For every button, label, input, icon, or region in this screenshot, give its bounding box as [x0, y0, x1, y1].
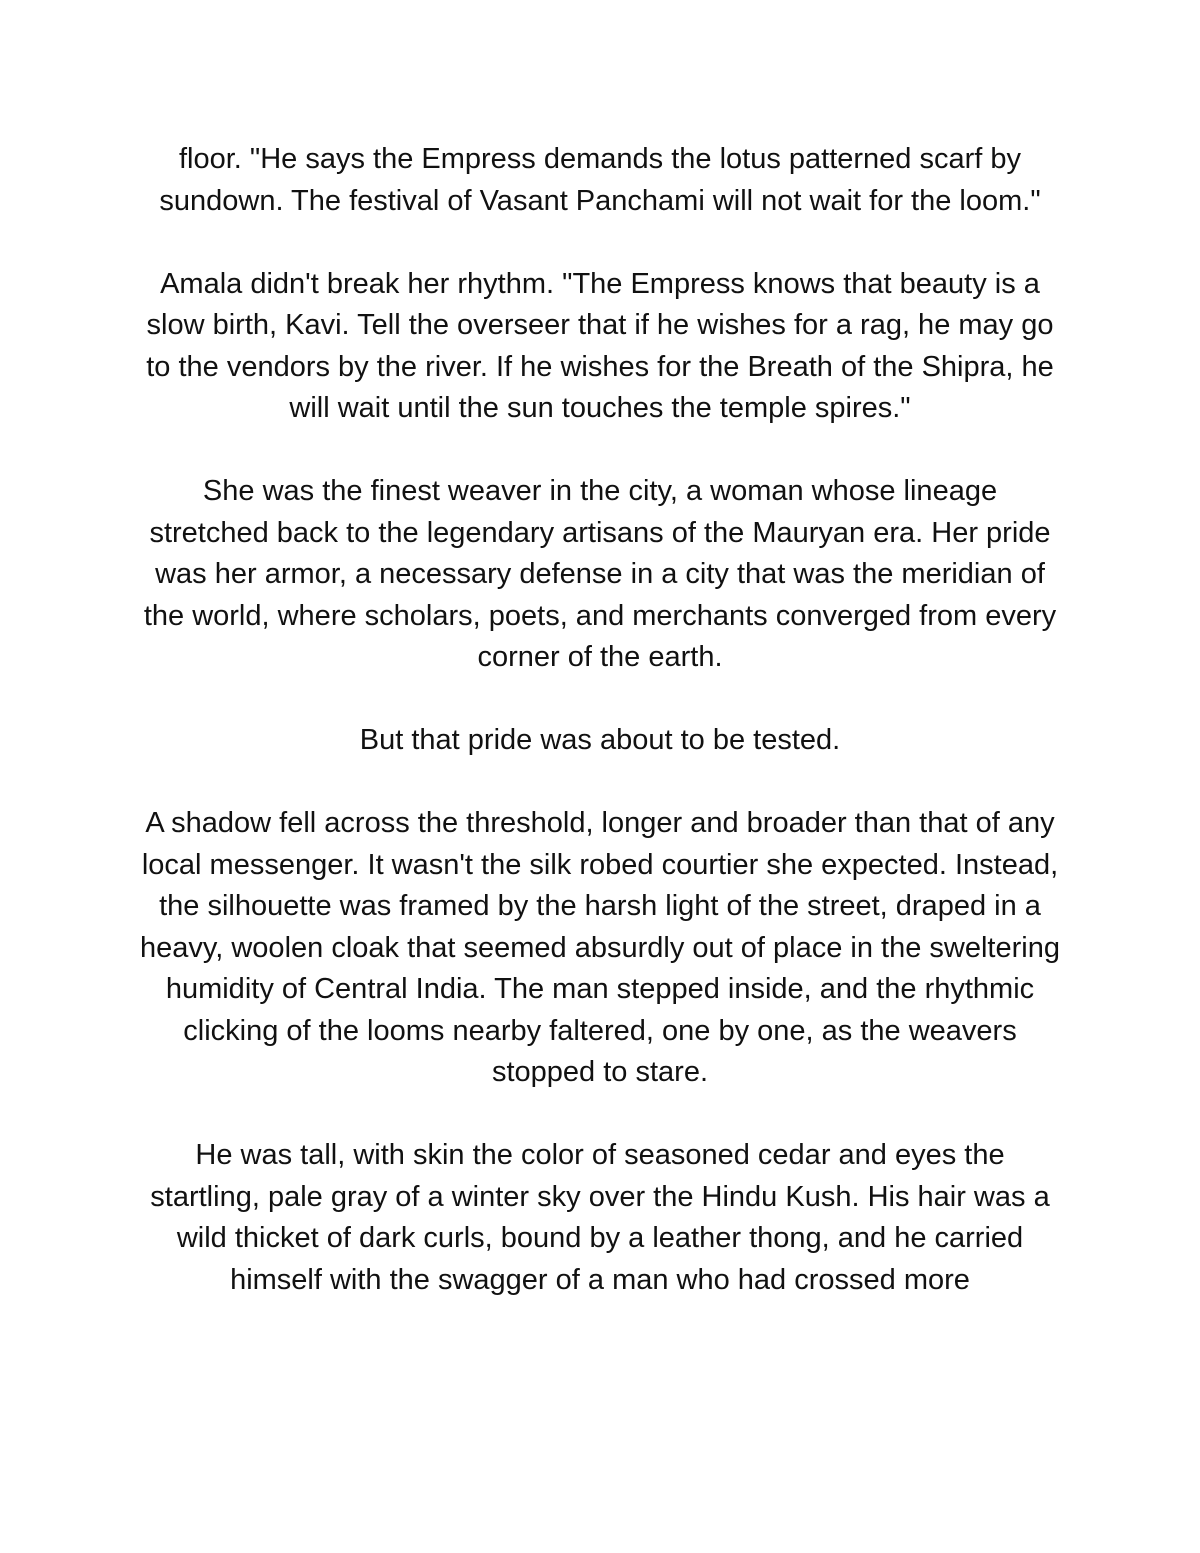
paragraph-1: floor. "He says the Empress demands the lotus patterned scarf by sundown. The festival of Vasant Panchami will not wait for the loom." — [159, 143, 1041, 217]
paragraph-2: Amala didn't break her rhythm. "The Empress knows that beauty is a slow birth, Kavi. Tell the overseer that if he wishes for a rag, he may go to the vendors by the river. If he wishes for the Breath of the Shipra, he will wait until the sun touches the temple spires." — [146, 267, 1054, 424]
story-text — [140, 139, 1060, 1301]
paragraph-3: She was the finest weaver in the city, a woman whose lineage stretched back to the legendary artisans of the Mauryan era. Her pride was her armor, a necessary defense in a city that was the meridian of the world, where scholars, poets, and merchants converged from every corner of the earth. — [143, 475, 1057, 673]
paragraph-5: A shadow fell across the threshold, longer and broader than that of any local messenger. It wasn't the silk robed courtier she expected. Instead, the silhouette was framed by the harsh light of the street, draped in a heavy, woolen cloak that seemed absurdly out of place in the sweltering humidity of Central India. The man stepped inside, and the rhythmic clicking of the looms nearby faltered, one by one, as the weavers stopped to stare. — [140, 807, 1060, 1088]
paragraph-6: He was tall, with skin the color of seasoned cedar and eyes the startling, pale gray of a winter sky over the Hindu Kush. His hair was a wild thicket of dark curls, bound by a leather thong, and he carried himself with the swagger of a man who had crossed more — [150, 1139, 1050, 1296]
paragraph-4: But that pride was about to be tested. — [359, 724, 841, 756]
